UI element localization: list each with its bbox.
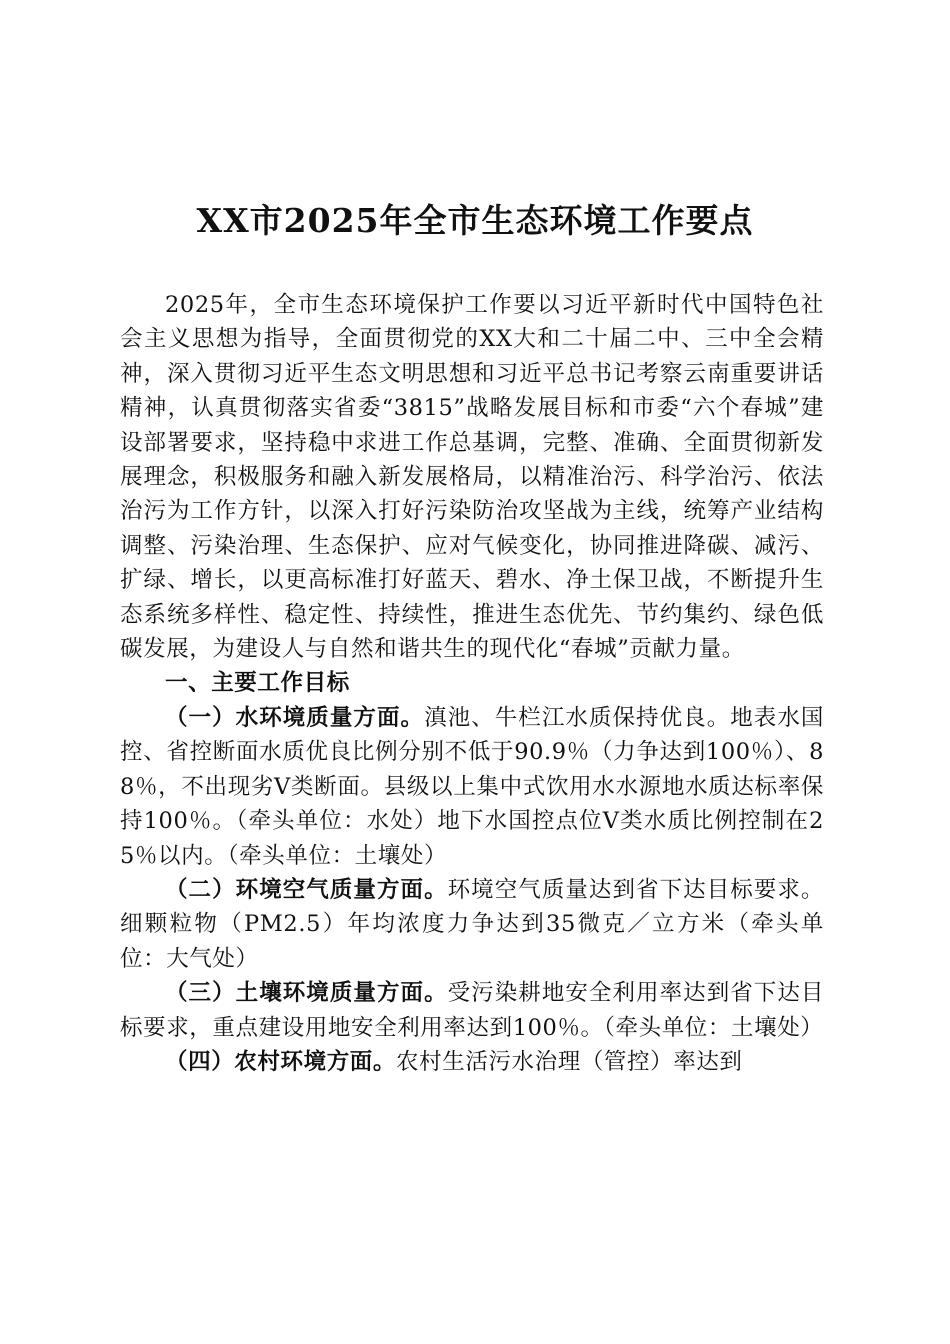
goal-item-water xyxy=(120,701,824,873)
goal-item-text: 滇池、牛栏江水质保持优良。地表水国控、省控断面水质优良比例分别不低于90.9％（力争达到100％）、88％，不出现劣V类断面。县级以上集中式饮用水水源地水质达标率保持100％。（牵头单位：水处）地下水国控点位V类水质比例控制在25％以内。（牵头单位：土壤处） xyxy=(120,704,825,869)
goal-item-text: 受污染耕地安全利用率达到省下达目标要求，重点建设用地安全利用率达到100％。（牵头单位：土壤处） xyxy=(120,980,824,1041)
goal-item-lead: （三）土壤环境质量方面。 xyxy=(165,980,448,1007)
goal-item-lead: （一）水环境质量方面。 xyxy=(165,704,425,731)
goal-item-text: 环境空气质量达到省下达目标要求。细颗粒物（PM2.5）年均浓度力争达到35微克／立方米（牵头单位：大气处） xyxy=(120,876,824,972)
document-body xyxy=(120,288,824,1079)
page-title: XX市2025年全市生态环境工作要点 xyxy=(196,201,754,240)
intro-paragraph: 2025年，全市生态环境保护工作要以习近平新时代中国特色社会主义思想为指导，全面贯彻党的XX大和二十届二中、三中全会精神，深入贯彻习近平生态文明思想和习近平总书记考察云南重要讲话精神，认真贯彻落实省委“3815”战略发展目标和市委“六个春城”建设部署要求，坚持稳中求进工作总基调，完整、准确、全面贯彻新发展理念，积极服务和融入新发展格局，以精准治污、科学治污、依法治污为工作方针，以深入打好污染防治攻坚战为主线，统筹产业结构调整、污染治理、生态保护、应对气候变化，协同推进降碳、减污、扩绿、增长，以更高标准打好蓝天、碧水、净土保卫战，不断提升生态系统多样性、稳定性、持续性，推进生态优先、节约集约、绿色低碳发展，为建设人与自然和谐共生的现代化“春城”贡献力量。 xyxy=(120,292,824,663)
goal-item-soil xyxy=(120,976,824,1045)
goal-item-lead: （二）环境空气质量方面。 xyxy=(165,876,448,903)
goal-item-rural xyxy=(120,1045,824,1079)
goal-item-lead: （四）农村环境方面。 xyxy=(165,1048,397,1075)
goal-item-air xyxy=(120,873,824,976)
section-heading-main-goals: 一、主要工作目标 xyxy=(165,670,350,697)
goal-item-text: 农村生活污水治理（管控）率达到 xyxy=(396,1048,743,1075)
